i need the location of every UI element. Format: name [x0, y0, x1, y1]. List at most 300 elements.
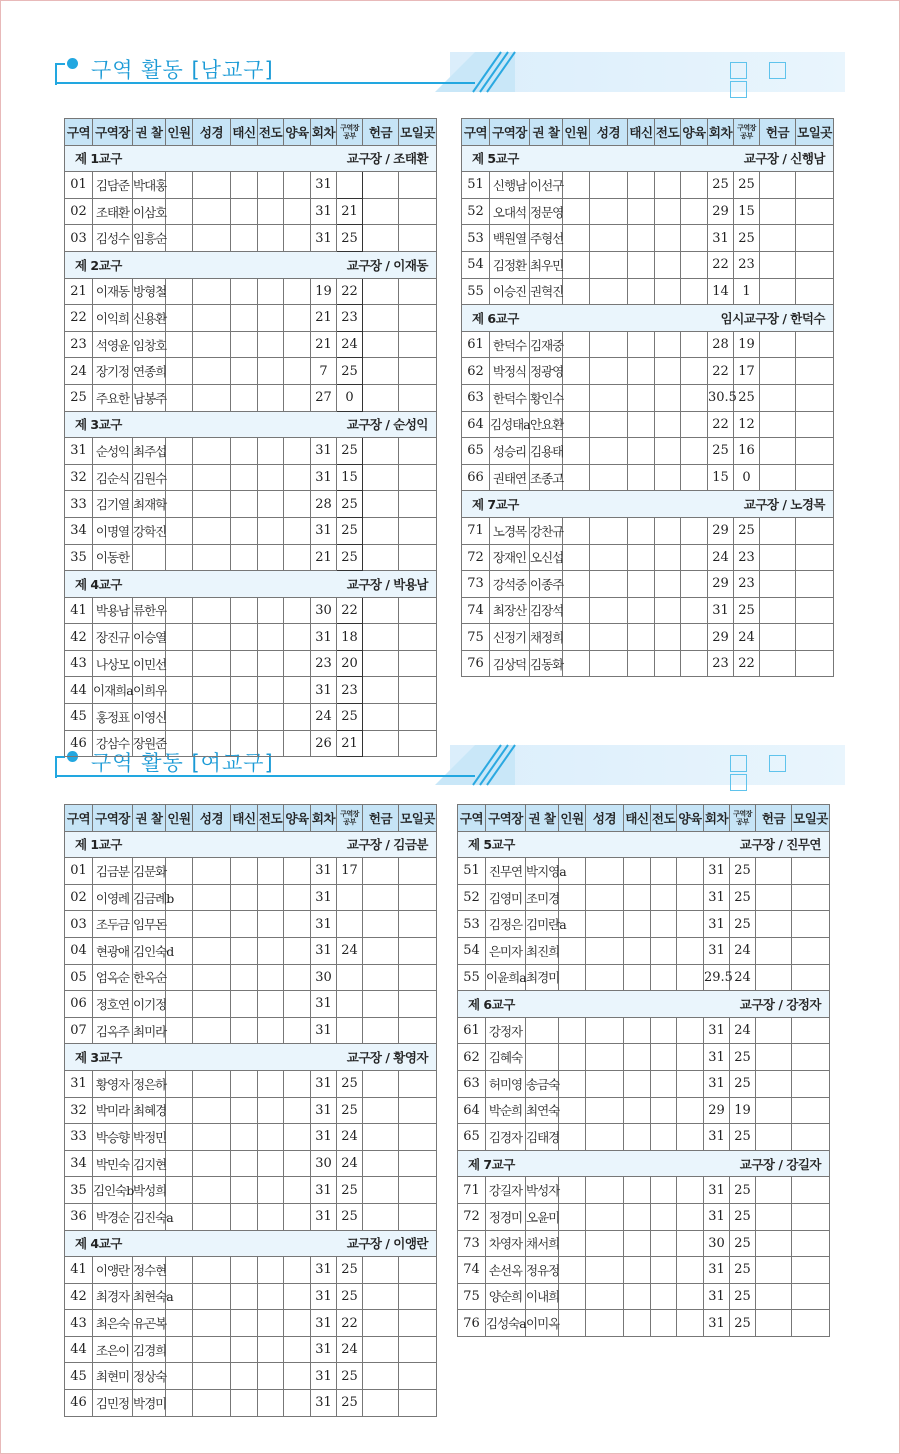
table-cell — [760, 464, 796, 491]
table-cell — [681, 172, 708, 199]
group-leader: 교구장 / 노경목 — [743, 497, 825, 513]
table-cell: 김담준 — [93, 172, 133, 199]
table-cell — [193, 858, 231, 885]
table-cell — [258, 491, 284, 518]
header-stripes — [435, 745, 515, 785]
table-row — [462, 571, 834, 598]
table-cell — [284, 704, 311, 731]
table-cell: 24 — [337, 331, 363, 358]
table-cell: 채정희 — [530, 624, 563, 651]
table-cell: 김용태 — [530, 438, 563, 465]
table-cell: 31 — [311, 1336, 337, 1363]
table-cell: 박경순 — [93, 1203, 133, 1230]
table-cell — [677, 1203, 704, 1230]
table-cell — [193, 911, 231, 938]
table-cell — [258, 305, 284, 332]
table-cell: 석영윤 — [93, 331, 133, 358]
table-cell — [284, 305, 311, 332]
table-cell: 22 — [708, 251, 734, 278]
table-cell: 05 — [65, 964, 93, 991]
table-cell — [166, 730, 193, 757]
table-cell — [231, 1203, 258, 1230]
table-cell: 76 — [462, 650, 490, 677]
column-header: 양육 — [681, 119, 708, 146]
table-cell — [756, 937, 792, 964]
table-cell: 44 — [65, 1336, 93, 1363]
table-cell — [193, 1097, 231, 1124]
table-row — [458, 937, 830, 964]
table-cell — [337, 964, 363, 991]
table-cell — [258, 278, 284, 305]
table-cell: 임흥순 — [133, 225, 166, 252]
table-cell: 김동화 — [530, 650, 563, 677]
table-cell: 31 — [311, 1363, 337, 1390]
table-cell — [399, 464, 437, 491]
table-cell — [655, 650, 681, 677]
table-cell — [284, 1203, 311, 1230]
table-cell — [651, 1070, 677, 1097]
group-name: 제 5교구 — [468, 837, 515, 853]
table-cell — [231, 358, 258, 385]
table-cell — [193, 1390, 231, 1417]
table-cell: 25 — [730, 1283, 756, 1310]
table-cell: 김경희 — [133, 1336, 166, 1363]
table-cell: 황영자 — [93, 1070, 133, 1097]
table-cell: 25 — [734, 517, 760, 544]
table-cell: 조종고 — [530, 464, 563, 491]
table-cell — [655, 384, 681, 411]
table-cell — [399, 331, 437, 358]
column-header: 구역 — [65, 805, 93, 832]
table-row — [65, 331, 437, 358]
table-row — [458, 858, 830, 885]
table-cell — [563, 571, 590, 598]
table-cell: 이명열 — [93, 517, 133, 544]
table-cell — [363, 1150, 399, 1177]
group-name: 제 4교구 — [75, 1236, 122, 1252]
table-row — [462, 384, 834, 411]
table-cell: 31 — [311, 884, 337, 911]
table-cell: 31 — [311, 464, 337, 491]
table-cell: 25 — [337, 358, 363, 385]
table-cell — [586, 1230, 624, 1257]
table-cell: 김진숙a — [133, 1203, 166, 1230]
table-cell: 이익희 — [93, 305, 133, 332]
table-cell — [258, 438, 284, 465]
table-cell: 33 — [65, 1124, 93, 1151]
table-cell — [563, 384, 590, 411]
table-cell — [284, 1257, 311, 1284]
table-row — [65, 544, 437, 571]
column-header: 성경 — [193, 805, 231, 832]
table-cell: 31 — [704, 1283, 730, 1310]
table-cell — [193, 198, 231, 225]
column-header: 권 찰 — [530, 119, 563, 146]
table-cell: 손선옥 — [486, 1257, 526, 1284]
table-cell — [363, 677, 399, 704]
table-cell: 김재중 — [530, 331, 563, 358]
table-cell: 64 — [462, 411, 490, 438]
table-cell — [399, 597, 437, 624]
table-cell — [166, 1310, 193, 1337]
table-cell — [756, 1017, 792, 1044]
column-header: 태신 — [624, 805, 651, 832]
table-cell: 김금례b — [133, 884, 166, 911]
table-cell — [760, 411, 796, 438]
table-cell — [231, 1070, 258, 1097]
table-cell: 박미라 — [93, 1097, 133, 1124]
table-cell: 김태경 — [526, 1124, 559, 1151]
table-cell — [563, 278, 590, 305]
table-cell: 43 — [65, 650, 93, 677]
table-cell: 김민정 — [93, 1390, 133, 1417]
table-cell: 조미경 — [526, 884, 559, 911]
table-cell — [399, 1203, 437, 1230]
table-cell — [586, 1044, 624, 1071]
table-cell — [756, 1124, 792, 1151]
table-cell — [166, 517, 193, 544]
table-cell — [166, 198, 193, 225]
group-leader: 교구장 / 김금분 — [346, 837, 428, 853]
table-cell: 노경목 — [490, 517, 530, 544]
table-cell — [760, 624, 796, 651]
table-cell — [363, 517, 399, 544]
column-header: 권 찰 — [526, 805, 559, 832]
table-row — [65, 358, 437, 385]
table-cell: 오대석 — [490, 198, 530, 225]
table-cell — [231, 964, 258, 991]
table-cell — [792, 1044, 830, 1071]
table-cell: 03 — [65, 911, 93, 938]
table-cell: 정수현 — [133, 1257, 166, 1284]
table-cell — [166, 1124, 193, 1151]
table-row — [462, 438, 834, 465]
table-cell — [284, 331, 311, 358]
table-cell — [563, 438, 590, 465]
table-cell: 24 — [65, 358, 93, 385]
table-cell — [590, 650, 628, 677]
table-cell: 21 — [311, 305, 337, 332]
table-cell: 25 — [337, 1177, 363, 1204]
bullet-icon — [55, 57, 77, 83]
table-cell — [193, 544, 231, 571]
table-cell: 최장산 — [490, 597, 530, 624]
table-cell — [681, 517, 708, 544]
table-cell — [231, 491, 258, 518]
table-cell — [166, 544, 193, 571]
table-cell — [526, 1044, 559, 1071]
table-cell: 이재동 — [93, 278, 133, 305]
table-cell — [399, 911, 437, 938]
table-cell — [166, 911, 193, 938]
table-cell: 은미자 — [486, 937, 526, 964]
table-cell — [655, 172, 681, 199]
table-cell — [681, 438, 708, 465]
table-cell: 조은이 — [93, 1336, 133, 1363]
table-cell — [677, 911, 704, 938]
group-name: 제 7교구 — [472, 497, 519, 513]
table-cell — [792, 1310, 830, 1337]
table-cell: 강정자 — [486, 1017, 526, 1044]
table-cell — [231, 677, 258, 704]
table-cell — [792, 1203, 830, 1230]
group-row — [65, 251, 437, 278]
table-cell — [166, 305, 193, 332]
table-cell — [399, 225, 437, 252]
table-cell — [363, 278, 399, 305]
column-header: 태신 — [628, 119, 655, 146]
table-cell — [284, 991, 311, 1018]
table-cell — [586, 1283, 624, 1310]
table-cell — [258, 624, 284, 651]
roster-table — [64, 118, 437, 757]
table-cell: 22 — [65, 305, 93, 332]
table-cell — [792, 964, 830, 991]
table-cell: 29 — [708, 571, 734, 598]
table-cell: 24 — [337, 1124, 363, 1151]
table-cell — [590, 597, 628, 624]
table-cell: 박정식 — [490, 358, 530, 385]
group-leader: 교구장 / 황영자 — [346, 1050, 428, 1066]
table-cell: 22 — [337, 1310, 363, 1337]
table-cell — [258, 1203, 284, 1230]
table-cell: 송금숙 — [526, 1070, 559, 1097]
table-cell: 35 — [65, 1177, 93, 1204]
table-row — [65, 1150, 437, 1177]
column-header: 헌금 — [756, 805, 792, 832]
table-cell: 한옥순 — [133, 964, 166, 991]
table-cell: 30 — [311, 597, 337, 624]
table-cell — [681, 384, 708, 411]
table-cell: 이윤희a — [486, 964, 526, 991]
table-cell — [166, 677, 193, 704]
table-cell: 31 — [311, 1283, 337, 1310]
table-cell — [399, 1097, 437, 1124]
table-cell — [760, 438, 796, 465]
table-cell: 이승열 — [133, 624, 166, 651]
table-cell — [193, 358, 231, 385]
table-cell — [231, 1283, 258, 1310]
table-cell: 65 — [462, 438, 490, 465]
table-cell: 김혜숙 — [486, 1044, 526, 1071]
table-cell: 최경미 — [526, 964, 559, 991]
table-cell — [258, 937, 284, 964]
table-cell: 76 — [458, 1310, 486, 1337]
table-cell: 31 — [311, 1070, 337, 1097]
group-name: 제 3교구 — [75, 1050, 122, 1066]
table-cell — [559, 1177, 586, 1204]
table-row — [458, 1017, 830, 1044]
table-cell — [399, 384, 437, 411]
table-cell: 61 — [458, 1017, 486, 1044]
table-cell: 31 — [311, 198, 337, 225]
table-cell — [628, 198, 655, 225]
table-row — [462, 597, 834, 624]
table-cell — [628, 438, 655, 465]
table-row — [458, 1230, 830, 1257]
table-cell: 조두금 — [93, 911, 133, 938]
column-header: 성경 — [590, 119, 628, 146]
table-cell — [363, 491, 399, 518]
table-cell — [563, 198, 590, 225]
table-cell — [399, 937, 437, 964]
table-cell — [590, 517, 628, 544]
table-row — [65, 858, 437, 885]
table-cell — [193, 172, 231, 199]
table-cell — [399, 305, 437, 332]
column-header: 구역 — [458, 805, 486, 832]
table-cell — [681, 251, 708, 278]
table-cell — [166, 1070, 193, 1097]
table-cell: 15 — [734, 198, 760, 225]
table-cell — [628, 517, 655, 544]
table-cell — [399, 1124, 437, 1151]
table-cell — [677, 1177, 704, 1204]
table-cell: 53 — [458, 911, 486, 938]
table-cell: 65 — [458, 1124, 486, 1151]
table-cell — [792, 911, 830, 938]
table-cell — [651, 858, 677, 885]
table-cell — [284, 1097, 311, 1124]
table-cell: 54 — [458, 937, 486, 964]
table-cell: 28 — [708, 331, 734, 358]
table-cell: 25 — [337, 491, 363, 518]
table-cell — [655, 438, 681, 465]
table-cell: 17 — [337, 858, 363, 885]
table-cell: 이승진 — [490, 278, 530, 305]
table-cell — [681, 650, 708, 677]
table-cell: 25 — [337, 1097, 363, 1124]
table-cell — [193, 991, 231, 1018]
table-cell — [655, 597, 681, 624]
table-cell: 이내희 — [526, 1283, 559, 1310]
table-cell — [590, 251, 628, 278]
table-cell: 권태연 — [490, 464, 530, 491]
table-cell — [559, 884, 586, 911]
table-cell — [563, 172, 590, 199]
table-cell: 25 — [337, 1390, 363, 1417]
table-row — [462, 251, 834, 278]
table-cell — [624, 1017, 651, 1044]
table-cell: 유곤복 — [133, 1310, 166, 1337]
table-cell — [677, 1097, 704, 1124]
table-cell — [399, 491, 437, 518]
table-cell — [363, 464, 399, 491]
table-cell — [399, 1150, 437, 1177]
table-cell: 34 — [65, 1150, 93, 1177]
table-cell: 박경미 — [133, 1390, 166, 1417]
table-cell: 박성희 — [133, 1177, 166, 1204]
table-cell — [792, 937, 830, 964]
table-cell — [586, 1097, 624, 1124]
table-cell: 23 — [708, 650, 734, 677]
table-cell — [655, 517, 681, 544]
table-cell — [399, 358, 437, 385]
table-cell: 25 — [708, 438, 734, 465]
table-cell: 55 — [458, 964, 486, 991]
table-cell: 25 — [730, 1177, 756, 1204]
table-cell: 24 — [311, 704, 337, 731]
table-cell — [399, 1363, 437, 1390]
table-cell — [166, 225, 193, 252]
table-cell — [559, 1283, 586, 1310]
group-leader: 교구장 / 진무연 — [739, 837, 821, 853]
table-cell: 강석중 — [490, 571, 530, 598]
group-name: 제 4교구 — [75, 576, 122, 592]
table-cell: 31 — [65, 438, 93, 465]
table-cell — [563, 517, 590, 544]
table-cell — [792, 1177, 830, 1204]
table-cell: 31 — [311, 438, 337, 465]
table-cell — [258, 198, 284, 225]
table-cell — [590, 331, 628, 358]
table-cell: 42 — [65, 1283, 93, 1310]
table-cell: 31 — [311, 1017, 337, 1044]
table-cell: 장원준 — [133, 730, 166, 757]
column-header: 전도 — [258, 119, 284, 146]
table-cell: 03 — [65, 225, 93, 252]
table-cell — [231, 305, 258, 332]
table-cell: 김성수 — [93, 225, 133, 252]
table-cell — [193, 730, 231, 757]
table-cell — [651, 911, 677, 938]
table-cell — [628, 597, 655, 624]
table-cell: 임무돈 — [133, 911, 166, 938]
table-cell — [655, 571, 681, 598]
table-cell: 나상모 — [93, 650, 133, 677]
table-cell: 박성자 — [526, 1177, 559, 1204]
table-cell: 성승리 — [490, 438, 530, 465]
table-cell — [193, 305, 231, 332]
table-cell: 29.5 — [704, 964, 730, 991]
header-stripes — [435, 52, 515, 92]
table-row — [458, 964, 830, 991]
section-title: 구역 활동 [여교구] — [91, 751, 274, 775]
table-cell: 23 — [65, 331, 93, 358]
table-cell: 30 — [311, 1150, 337, 1177]
table-cell — [760, 198, 796, 225]
table-cell — [677, 1283, 704, 1310]
table-cell — [166, 624, 193, 651]
table-cell — [166, 1017, 193, 1044]
table-cell — [258, 225, 284, 252]
table-cell: 62 — [462, 358, 490, 385]
table-cell: 31 — [311, 1177, 337, 1204]
group-name: 제 1교구 — [75, 151, 122, 167]
table-cell — [284, 172, 311, 199]
table-cell — [586, 1203, 624, 1230]
table-cell — [526, 1017, 559, 1044]
table-cell: 41 — [65, 597, 93, 624]
table-cell — [363, 438, 399, 465]
table-cell — [756, 1097, 792, 1124]
table-cell: 31 — [704, 1070, 730, 1097]
table-cell — [231, 650, 258, 677]
table-cell: 21 — [337, 198, 363, 225]
table-cell — [193, 677, 231, 704]
table-cell: 김문화 — [133, 858, 166, 885]
column-header: 회차 — [311, 119, 337, 146]
table-cell: 25 — [708, 172, 734, 199]
table-row — [458, 1283, 830, 1310]
table-row — [65, 1017, 437, 1044]
table-cell — [559, 964, 586, 991]
table-cell: 31 — [311, 1203, 337, 1230]
table-cell: 정유정 — [526, 1257, 559, 1284]
table-cell — [399, 1177, 437, 1204]
table-cell — [284, 597, 311, 624]
table-cell — [231, 172, 258, 199]
